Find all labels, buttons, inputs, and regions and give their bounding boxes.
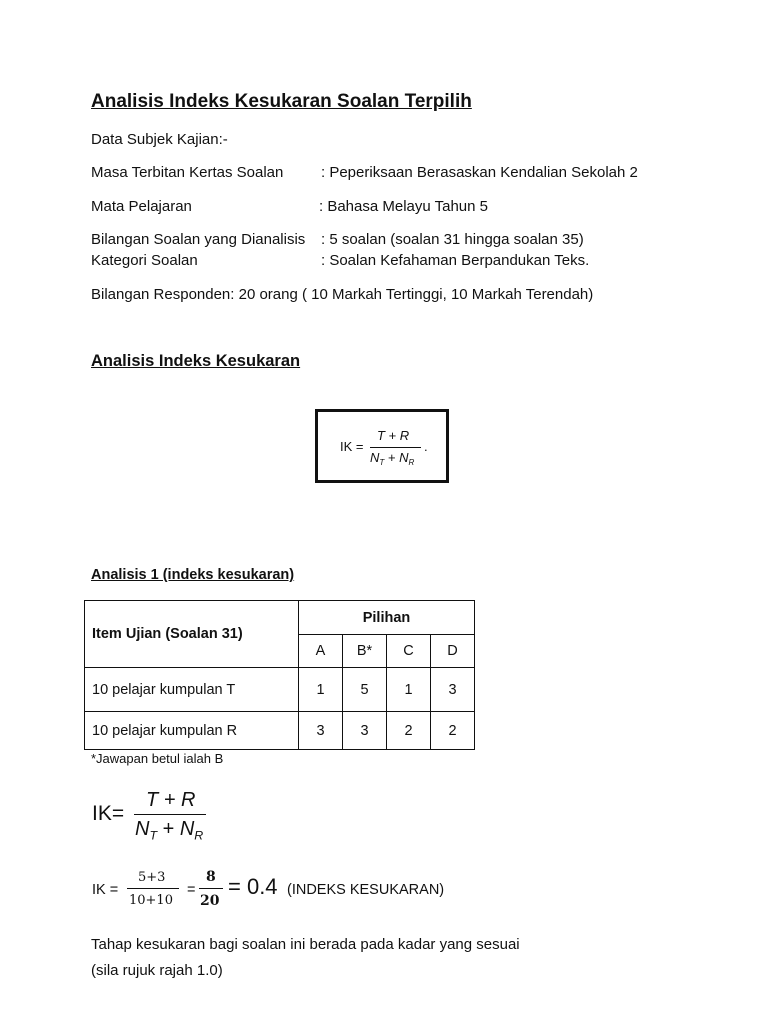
reference-text: (sila rujuk rajah 1.0) bbox=[91, 962, 223, 979]
row-label: 10 pelajar kumpulan R bbox=[85, 712, 299, 750]
option-c: C bbox=[387, 635, 431, 668]
row-label: 10 pelajar kumpulan T bbox=[85, 668, 299, 712]
calc-fraction-bar-1 bbox=[127, 888, 179, 889]
formula2-numerator: T + R bbox=[146, 789, 196, 811]
cell-value: 5 bbox=[343, 668, 387, 712]
conclusion-text: Tahap kesukaran bagi soalan ini berada pada kadar yang sesuai bbox=[91, 936, 520, 953]
calc-eq1: = bbox=[187, 882, 196, 898]
answer-note: *Jawapan betul ialah B bbox=[91, 751, 224, 766]
formula2-lhs: IK= bbox=[92, 802, 125, 825]
mata-pelajaran-label: Mata Pelajaran bbox=[91, 198, 192, 215]
formula-box bbox=[315, 409, 449, 483]
mata-pelajaran-value: : Bahasa Melayu Tahun 5 bbox=[319, 198, 489, 215]
calc-num2: 8 bbox=[206, 869, 216, 885]
cell-value: 1 bbox=[387, 668, 431, 712]
formula2-fraction-bar bbox=[134, 814, 206, 815]
cell-value: 1 bbox=[299, 668, 343, 712]
subject-data-label: Data Subjek Kajian:- bbox=[91, 131, 228, 148]
cell-value: 3 bbox=[343, 712, 387, 750]
masa-terbitan-value: : Peperiksaan Berasaskan Kendalian Sekolah 2 bbox=[321, 164, 638, 181]
calc-num1: 5+3 bbox=[138, 870, 166, 885]
masa-terbitan-label: Masa Terbitan Kertas Soalan bbox=[91, 164, 284, 181]
formula-numerator: T + R bbox=[377, 428, 410, 443]
calc-den1: 10+10 bbox=[129, 893, 173, 908]
analysis-table bbox=[84, 600, 475, 750]
bilangan-soalan-value: : 5 soalan (soalan 31 hingga soalan 35) bbox=[321, 231, 584, 248]
bilangan-responden: Bilangan Responden: 20 orang ( 10 Markah Tertinggi, 10 Markah Terendah) bbox=[91, 286, 594, 303]
formula-denominator: $N_T + N_R$ bbox=[370, 450, 415, 467]
formula-lhs: IK = bbox=[340, 439, 364, 454]
cell-value: 2 bbox=[431, 712, 475, 750]
page-title: Analisis Indeks Kesukaran Soalan Terpilih bbox=[91, 91, 472, 112]
cell-value: 3 bbox=[431, 668, 475, 712]
kategori-soalan-label: Kategori Soalan bbox=[91, 252, 198, 269]
option-d: D bbox=[431, 635, 475, 668]
formula-trailing: . bbox=[424, 439, 428, 454]
option-b: B* bbox=[343, 635, 387, 668]
cell-value: 3 bbox=[299, 712, 343, 750]
formula-fraction-bar bbox=[370, 447, 421, 448]
calc-result: = 0.4 bbox=[228, 874, 278, 899]
formula2-denominator: $N_T + N_R$ bbox=[135, 818, 204, 843]
options-header: Pilihan bbox=[299, 601, 475, 635]
calc-label: (INDEKS KESUKARAN) bbox=[287, 882, 445, 898]
table-row bbox=[85, 668, 475, 712]
item-header: Item Ujian (Soalan 31) bbox=[85, 601, 299, 668]
kategori-soalan-value: : Soalan Kefahaman Berpandukan Teks. bbox=[321, 252, 590, 269]
analysis1-heading: Analisis 1 (indeks kesukaran) bbox=[91, 567, 295, 583]
calc-fraction-bar-2 bbox=[199, 888, 223, 889]
cell-value: 2 bbox=[387, 712, 431, 750]
option-a: A bbox=[299, 635, 343, 668]
calc-lhs: IK = bbox=[92, 882, 119, 898]
table-row bbox=[85, 712, 475, 750]
calc-den2: 20 bbox=[200, 893, 220, 909]
bilangan-soalan-label: Bilangan Soalan yang Dianalisis bbox=[91, 231, 306, 248]
section-title: Analisis Indeks Kesukaran bbox=[91, 352, 301, 370]
